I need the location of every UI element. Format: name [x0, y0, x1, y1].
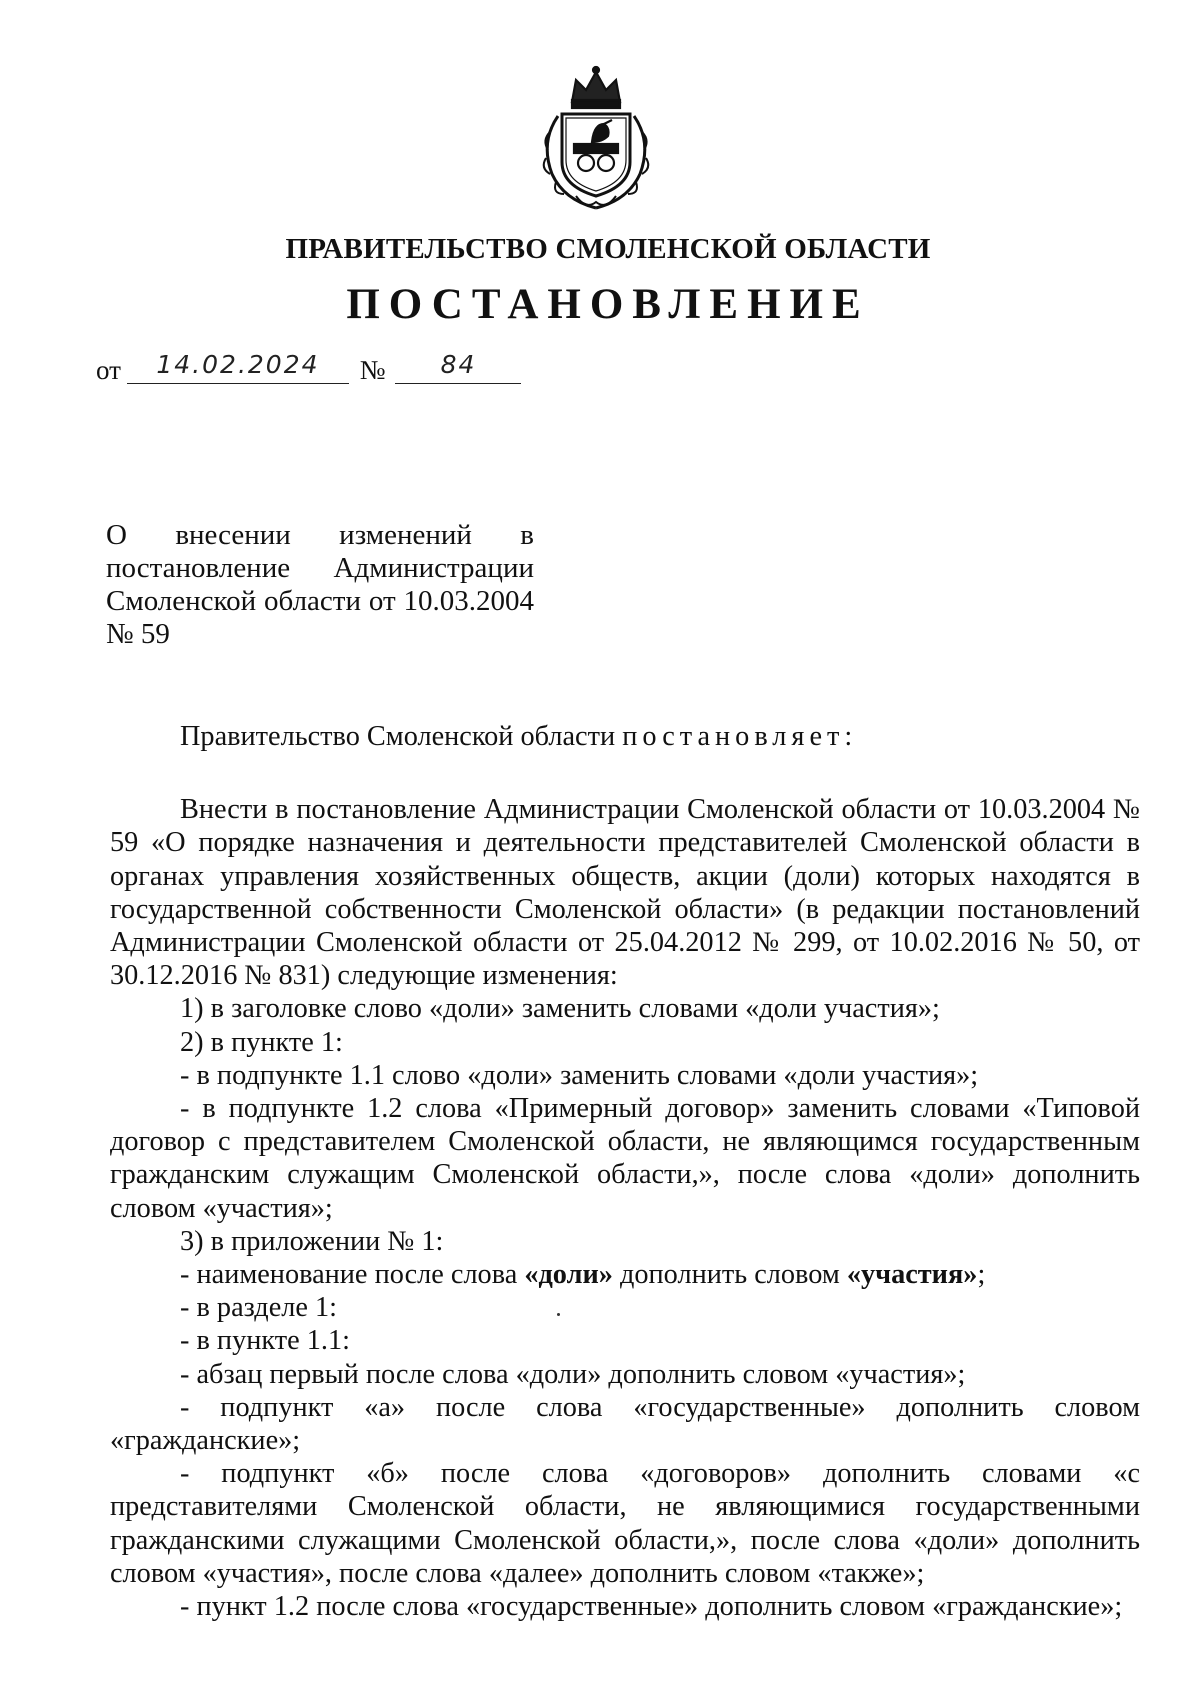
amendment-item: - подпункт «а» после слова «государственные» дополнить словом «гражданские»; — [110, 1391, 1140, 1457]
subject-line: постановление Администрации — [106, 552, 534, 584]
date-field — [127, 350, 349, 384]
amendment-item: - в подпункте 1.2 слова «Примерный договор» заменить словами «Типовой договор с представителем Смоленской области, не являющимся государственным гражданским служащим Смоленской области,», после слова «доли» дополнить словом «участия»; — [110, 1093, 1140, 1224]
amendment-item: - абзац первый после слова «доли» дополнить словом «участия»; — [180, 1358, 966, 1390]
amendment-item: 1) в заголовке слово «доли» заменить словами «доли участия»; — [180, 993, 940, 1025]
date-label: от — [96, 355, 121, 385]
number-label: № — [359, 355, 386, 385]
subject-line: Смоленской области от 10.03.2004 — [106, 585, 534, 617]
date-number-line — [96, 350, 521, 386]
naming-word-doli: «доли» — [524, 1259, 613, 1291]
naming-prefix: - наименование после слова — [180, 1259, 525, 1291]
organization-name: ПРАВИТЕЛЬСТВО СМОЛЕНСКОЙ ОБЛАСТИ — [285, 233, 931, 265]
subject-line: О внесении изменений в — [106, 519, 534, 551]
amendment-item: - в разделе 1: — [180, 1292, 338, 1324]
subject-line: № 59 — [106, 618, 170, 650]
handwritten-number: 84 — [440, 350, 477, 379]
handwritten-date: 14.02.2024 — [156, 350, 320, 379]
amendment-item: - пункт 1.2 после слова «государственные» дополнить словом «гражданские»; — [180, 1591, 1123, 1623]
intro-resolves: постановляет: — [622, 721, 858, 752]
scan-speck — [557, 1313, 560, 1316]
intro-prefix: Правительство Смоленской области — [180, 721, 616, 752]
naming-suffix: ; — [977, 1259, 986, 1291]
document-type-title: ПОСТАНОВЛЕНИЕ — [346, 281, 870, 328]
amendment-item: - подпункт «б» после слова «договоров» дополнить словами «с представителями Смоленской области, не являющимися государственными гражданскими служащими Смоленской области,», после слова «доли» дополнить словом «участия», после слова «далее» дополнить словом «также»; — [110, 1458, 1140, 1589]
amendment-item-naming — [110, 1258, 1140, 1291]
amendment-item: - в пункте 1.1: — [180, 1325, 350, 1357]
naming-middle: дополнить словом — [612, 1259, 847, 1291]
amendment-item: 3) в приложении № 1: — [180, 1225, 444, 1257]
document-body — [110, 720, 1140, 1623]
naming-word-uchastiya: «участия» — [846, 1259, 978, 1291]
document-subject — [106, 519, 534, 651]
preamble-paragraph: Внести в постановление Администрации Смоленской области от 10.03.2004 № 59 «О порядке назначения и деятельности представителей Смоленской области в органах управления хозяйственных обществ, акции (доли) которых находятся в государственной собственности Смоленской области» (в редакции постановлений Администрации Смоленской области от 25.04.2012 № 299, от 10.02.2016 № 50, от 30.12.2016 № 831) следующие изменения: — [110, 794, 1140, 992]
number-field — [395, 350, 521, 384]
amendment-item: - в подпункте 1.1 слово «доли» заменить словами «доли участия»; — [180, 1059, 979, 1091]
resolution-intro — [110, 720, 1140, 753]
amendment-item: 2) в пункте 1: — [180, 1026, 343, 1058]
smolensk-coat-of-arms-icon — [532, 62, 660, 212]
